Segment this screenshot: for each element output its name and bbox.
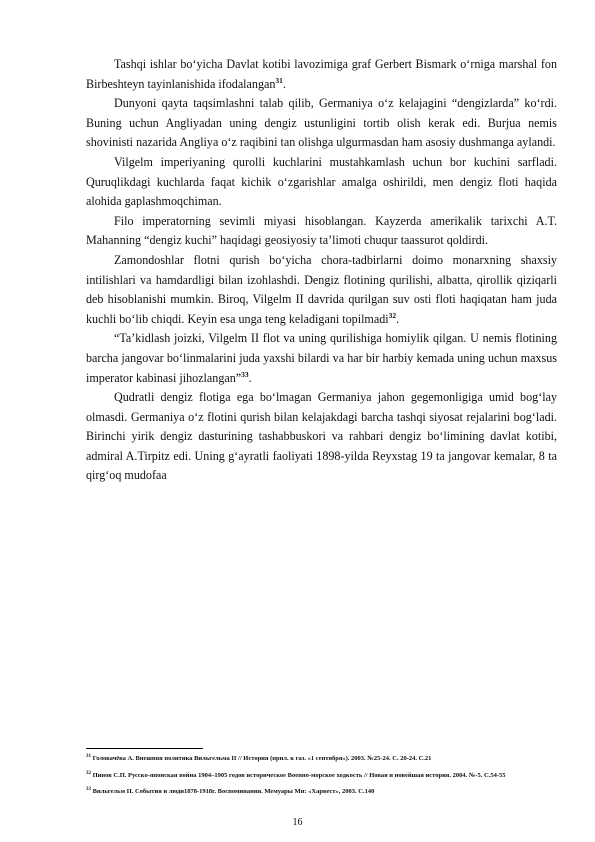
footnote-33 <box>86 785 557 798</box>
paragraph-text: Tashqi ishlar bo‘yicha Davlat kotibi lavozimiga graf Gerbert Bismark o‘rniga marshal fon Birbeshteyn tayinlanishida ifodalangan <box>86 57 557 91</box>
paragraph-text: Vilgelm imperiyaning qurolli kuchlarini mustahkamlash uchun bor kuchini sarfladi. Quruqlikdagi kuchlarda faqat kichik o‘zgarishlar amalga oshirildi, men dengiz floti haqida alohida gaplashmoqchiman. <box>86 154 557 209</box>
paragraph-end: . <box>282 76 286 91</box>
footnote-text: Головачёва А. Внешняя политика Вильгельма II // История (прил. к газ. «1 сентября»). 2003. №25-24. С. 20-24. С.21 <box>92 755 432 762</box>
paragraph-text: Dunyoni qayta taqsimlashni talab qilib, Germaniya o‘z kelajagini “dengizlarda” ko‘rdi. Buning uchun Angliyadan uning dengiz ustunligini tortib olish kerak edi. Burjua nemis shovinisti nazarida Angliya o‘z raqibini tan olishga ulgurmasdan ham asosiy dushmanga aylandi. <box>86 96 557 150</box>
footnote-text: Пинов С.П. Русско-японская война 1904–1905 годов историческое Военно-морское ходкость // Новая и новейшая история. 2004. №-5. С.54-55 <box>92 771 506 779</box>
footnote-ref-33[interactable]: 33 <box>241 369 249 379</box>
paragraph-text: Filo imperatorning sevimli miyasi hisoblangan. Kayzerda amerikalik tarixchi A.T. Mahanning “dengiz kuchi” haqidagi geosiyosiy ta’limoti chuqur taassurot qoldirdi. <box>86 213 557 248</box>
paragraph-2 <box>86 94 557 153</box>
document-body <box>86 55 557 486</box>
page-number: 16 <box>292 817 303 828</box>
footnote-ref-32[interactable]: 32 <box>388 310 397 320</box>
footnote-number: 32 <box>86 770 91 776</box>
paragraph-3 <box>86 153 557 212</box>
paragraph-6 <box>86 329 557 388</box>
paragraph-end: . <box>396 311 400 326</box>
footnote-number: 33 <box>86 786 91 792</box>
paragraph-text: Zamondoshlar flotni qurish bo‘yicha chora-tadbirlarni doimo monarxning shaxsiy intilishlari va hamdardligi bilan izohlashdi. Dengiz flotining qurilishi, albatta, qirollik qiziqarli deb hisoblanishi mumkin. Biroq, Vilgelm II davrida qurilgan suv osti floti haqiqatan ham juda kuchli bo‘lib chiqdi. Keyin esa unga teng keladigani topilmadi <box>86 252 557 326</box>
paragraph-text: “Ta’kidlash joizki, Vilgelm II flot va uning qurilishiga homiylik qilgan. U nemis flotining barcha jangovar bo‘linmalarini juda yaxshi bilardi va har bir harbiy kemada uning uchun maxsus imperator kabinasi jihozlangan” <box>86 331 557 385</box>
footnote-31 <box>86 752 557 765</box>
footnote-32 <box>86 769 557 782</box>
paragraph-5 <box>86 251 557 329</box>
paragraph-1 <box>86 55 557 94</box>
footnote-text: Вильгельм II. События и люди1878-1918г. Воспоминания. Мемуары Мн: «Харвест», 2003. С.140 <box>92 788 375 795</box>
paragraph-7 <box>86 388 557 486</box>
paragraph-text: Qudratli dengiz flotiga ega bo‘lmagan Germaniya jahon gegemonligiga umid bog‘lay olmasdi. Germaniya o‘z flotini qurish bilan kelajakdagi barcha tashqi siyosat rejalarini bog‘ladi. Birinchi yirik dengiz dasturining tashabbuskori va rahbari dengiz bo‘limining davlat kotibi, admiral A.Tirpitz edi. Uning g‘ayratli faoliyati 1898-yilda Reyxstag 19 ta jangovar kemalar, 8 ta qirg‘oq mudofaa <box>86 390 557 483</box>
footnote-number: 31 <box>86 753 91 759</box>
paragraph-end: . <box>248 370 252 385</box>
footnote-ref-31[interactable]: 31 <box>275 75 283 85</box>
footnotes <box>86 752 557 802</box>
footnote-divider <box>86 748 203 749</box>
paragraph-4 <box>86 212 557 251</box>
